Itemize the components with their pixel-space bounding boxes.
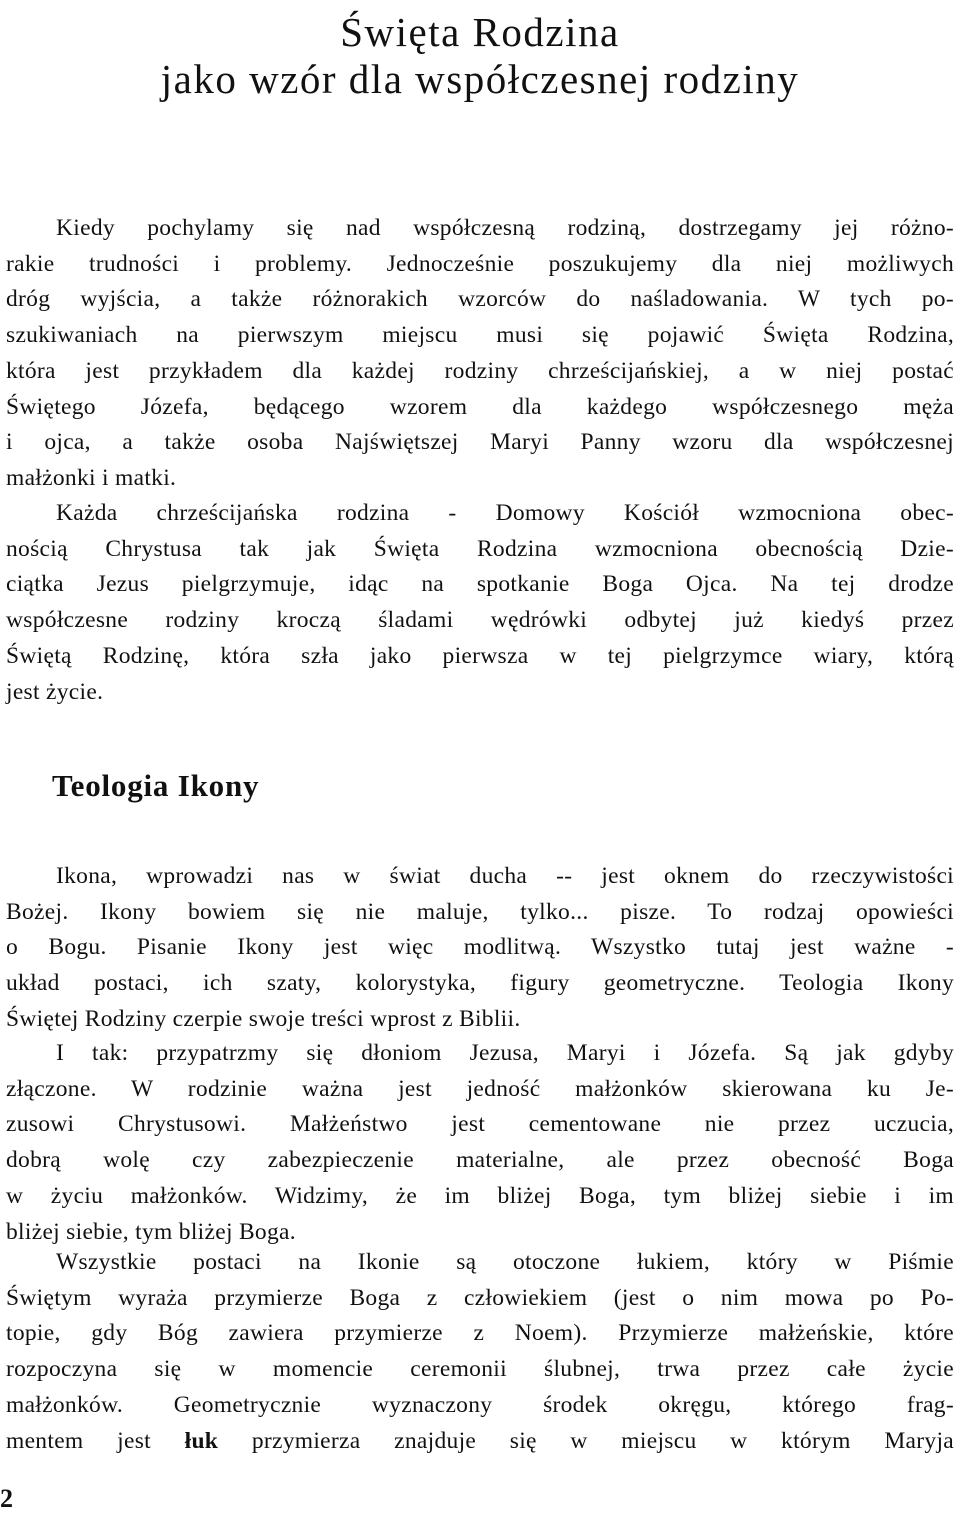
text-line: współczesne rodziny kroczą śladami wędrówki odbytej już kiedyś przez: [6, 607, 954, 634]
page-title-line-2: jako wzór dla współczesnej rodziny: [160, 56, 800, 102]
intro-paragraph-2: [6, 496, 954, 710]
text-line: i ojca, a także osoba Najświętszej Maryi Panny wzoru dla współczesnej: [6, 429, 954, 456]
text-line: nością Chrystusa tak jak Święta Rodzina wzmocniona obecnością Dzie-: [6, 535, 954, 562]
text-line: jest życie.: [6, 678, 104, 705]
intro-paragraph-1: [6, 211, 954, 497]
text-line: Świętego Józefa, będącego wzorem dla każdego współczesnego męża: [6, 393, 954, 420]
text-line: Ikona, wprowadzi nas w świat ducha -- jest oknem do rzeczywistości: [56, 863, 954, 889]
text-line: małżonków. Geometrycznie wyznaczony środek okręgu, którego frag-: [6, 1391, 954, 1418]
text-line: I tak: przypatrzmy się dłoniom Jezusa, Maryi i Józefa. Są jak gdyby: [56, 1040, 954, 1066]
icon-paragraph-2: [6, 1036, 954, 1250]
text-line: ciątka Jezus pielgrzymuje, idąc na spotkanie Boga Ojca. Na tej drodze: [6, 571, 954, 598]
text-line: rakie trudności i problemy. Jednocześnie poszukujemy dla niej możliwych: [6, 250, 954, 277]
text-line: układ postaci, ich szaty, kolorystyka, figury geometryczne. Teologia Ikony: [6, 970, 954, 997]
icon-paragraph-1: [6, 859, 954, 1038]
page-number: 2: [0, 1484, 13, 1513]
text-line-with-emphasis: [6, 1424, 954, 1460]
text-line: Bożej. Ikony bowiem się nie maluje, tylko... pisze. To rodzaj opowieści: [6, 898, 954, 925]
text-line: Wszystkie postaci na Ikonie są otoczone łukiem, który w Piśmie: [56, 1249, 954, 1275]
emphasized-word: łuk: [184, 1427, 219, 1454]
text-line: zusowi Chrystusowi. Małżeństwo jest cementowane nie przez uczucia,: [6, 1111, 954, 1138]
text-line: Świętej Rodziny czerpie swoje treści wprost z Biblii.: [6, 1005, 521, 1032]
text-line: Świętą Rodzinę, która szła jako pierwsza w tej pielgrzymce wiary, którą: [6, 642, 954, 669]
section-heading: Teologia Ikony: [52, 768, 260, 803]
text-line: dobrą wolę czy zabezpieczenie materialne, ale przez obecność Boga: [6, 1147, 954, 1174]
text-segment: mentem jest: [6, 1427, 185, 1454]
text-line: topie, gdy Bóg zawiera przymierze z Noem). Przymierze małżeńskie, które: [6, 1320, 954, 1347]
icon-paragraph-3: [6, 1245, 954, 1459]
text-line: bliżej siebie, tym bliżej Boga.: [6, 1218, 296, 1245]
text-line: Kiedy pochylamy się nad współczesną rodziną, dostrzegamy jej różno-: [56, 215, 954, 241]
text-line: Każda chrześcijańska rodzina - Domowy Kościół wzmocniona obec-: [56, 500, 954, 526]
text-segment: przymierza znajduje się w miejscu w którym Maryja: [218, 1427, 955, 1454]
text-line: w życiu małżonków. Widzimy, że im bliżej Boga, tym bliżej siebie i im: [6, 1182, 954, 1209]
text-line: o Bogu. Pisanie Ikony jest więc modlitwą. Wszystko tutaj jest ważne -: [6, 934, 954, 961]
text-line: która jest przykładem dla każdej rodziny chrześcijańskiej, a w niej postać: [6, 357, 954, 384]
text-line: dróg wyjścia, a także różnorakich wzorców do naśladowania. W tych po-: [6, 286, 954, 313]
text-line: szukiwaniach na pierwszym miejscu musi się pojawić Święta Rodzina,: [6, 322, 954, 349]
text-line: Świętym wyraża przymierze Boga z człowiekiem (jest o nim mowa po Po-: [6, 1284, 954, 1311]
text-line: rozpoczyna się w momencie ceremonii ślubnej, trwa przez całe życie: [6, 1356, 954, 1383]
page-title-line-1: Święta Rodzina: [340, 9, 620, 55]
text-line: małżonki i matki.: [6, 464, 177, 491]
text-line: złączone. W rodzinie ważna jest jedność małżonków skierowana ku Je-: [6, 1075, 954, 1102]
